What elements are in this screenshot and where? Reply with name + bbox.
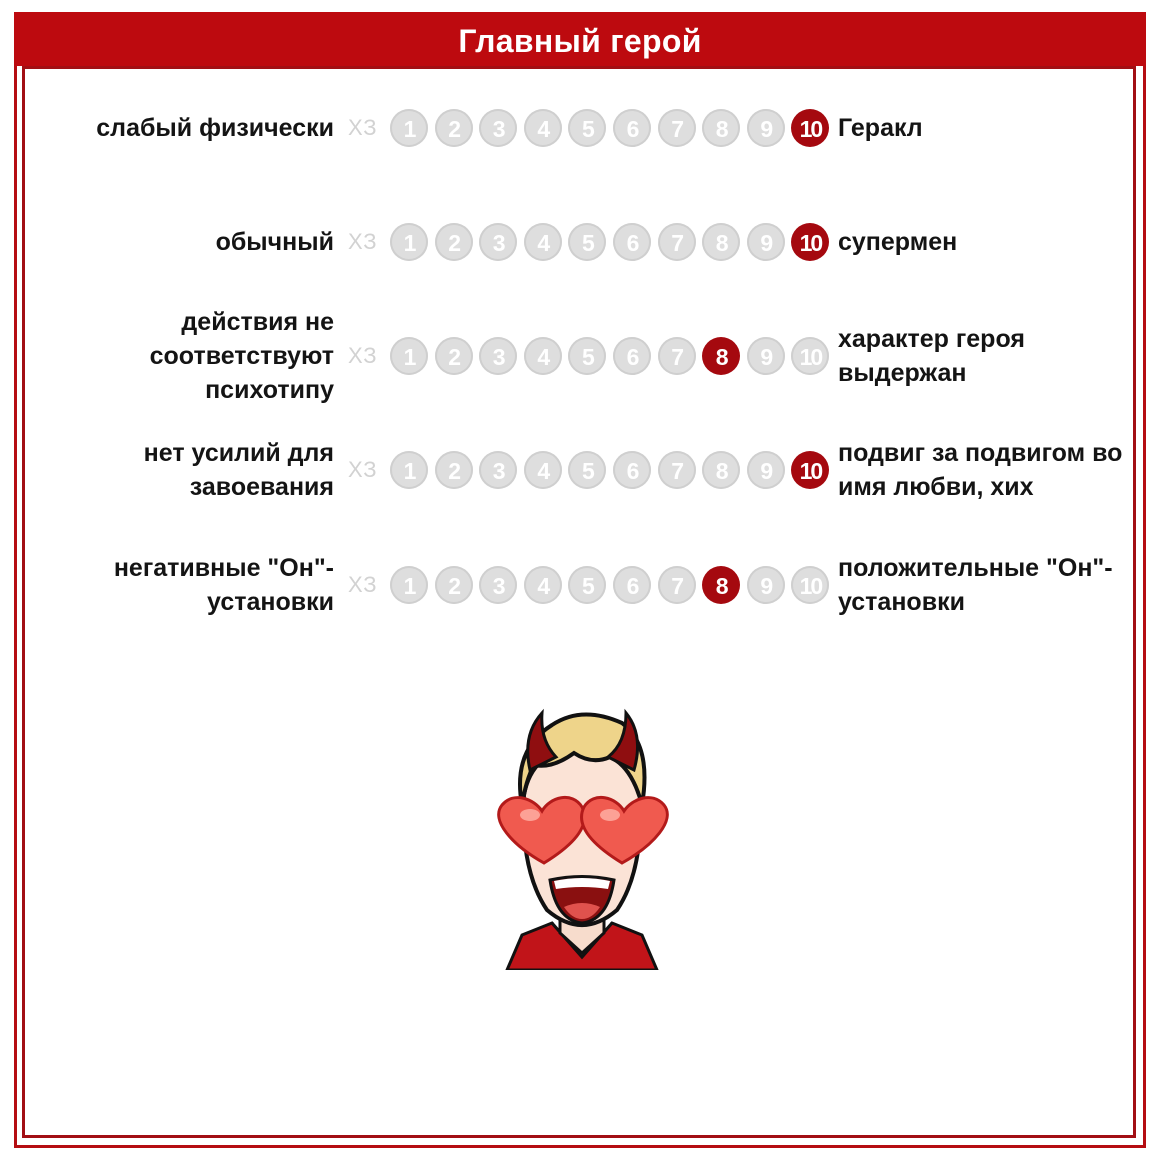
unknown-option[interactable]: ХЗ (348, 572, 378, 597)
left-label: негативные "Он"-установки (113, 554, 334, 616)
rating-option-3[interactable] (479, 451, 517, 489)
rating-option-label: 6 (626, 343, 638, 370)
rating-option-10[interactable] (791, 337, 829, 375)
rating-option-label: 3 (492, 572, 504, 599)
rating-option-label: 2 (448, 343, 459, 370)
rating-option-8[interactable] (702, 109, 740, 147)
rating-option-5[interactable] (568, 566, 606, 604)
rating-option-2[interactable] (435, 223, 473, 261)
rating-option-label: 4 (537, 457, 549, 484)
rating-option-label: 3 (492, 343, 504, 370)
rating-option-8[interactable] (702, 337, 740, 375)
right-label: подвиг за подвигом во имя любви, хих (838, 439, 1123, 501)
rating-option-6[interactable] (613, 337, 651, 375)
rating-option-4[interactable] (524, 566, 562, 604)
rating-option-label: 9 (760, 572, 772, 599)
rating-option-label: 5 (581, 343, 593, 370)
right-label: Геракл (838, 114, 923, 142)
rating-option-label: 1 (403, 457, 415, 484)
rating-option-label: 10 (799, 229, 822, 256)
rating-option-10[interactable] (791, 451, 829, 489)
rating-option-label: 7 (671, 572, 682, 599)
rating-option-label: 2 (448, 115, 459, 142)
rating-option-6[interactable] (613, 109, 651, 147)
rating-option-label: 5 (581, 115, 593, 142)
rating-option-label: 7 (671, 229, 682, 256)
rating-option-9[interactable] (747, 337, 785, 375)
rating-option-4[interactable] (524, 337, 562, 375)
rating-option-8[interactable] (702, 566, 740, 604)
rating-option-label: 6 (626, 457, 638, 484)
rating-option-label: 7 (671, 115, 682, 142)
rating-option-3[interactable] (479, 223, 517, 261)
rating-option-label: 7 (671, 457, 682, 484)
rating-option-1[interactable] (390, 109, 428, 147)
unknown-option[interactable]: ХЗ (348, 229, 378, 254)
rating-option-8[interactable] (702, 223, 740, 261)
rating-option-label: 1 (403, 229, 415, 256)
rating-option-2[interactable] (435, 109, 473, 147)
rating-option-label: 10 (799, 343, 822, 370)
rating-option-label: 8 (715, 229, 727, 256)
rating-option-9[interactable] (747, 223, 785, 261)
title-bar (14, 12, 1146, 66)
rating-option-label: 4 (537, 572, 549, 599)
left-label: действия не соответствуют психотипу (149, 308, 334, 404)
rating-option-6[interactable] (613, 223, 651, 261)
rating-option-label: 6 (626, 572, 638, 599)
rating-option-4[interactable] (524, 451, 562, 489)
rating-option-label: 1 (403, 572, 415, 599)
rating-option-5[interactable] (568, 223, 606, 261)
rating-option-7[interactable] (658, 451, 696, 489)
rating-option-10[interactable] (791, 566, 829, 604)
rating-option-9[interactable] (747, 451, 785, 489)
rating-option-1[interactable] (390, 337, 428, 375)
rating-option-label: 4 (537, 343, 549, 370)
rating-option-3[interactable] (479, 566, 517, 604)
rating-option-1[interactable] (390, 223, 428, 261)
rating-option-8[interactable] (702, 451, 740, 489)
right-label: характер героя выдержан (838, 325, 1025, 387)
rating-option-6[interactable] (613, 451, 651, 489)
unknown-option[interactable]: ХЗ (348, 115, 378, 140)
rating-option-6[interactable] (613, 566, 651, 604)
rating-option-10[interactable] (791, 109, 829, 147)
page-title: Главный герой (458, 22, 702, 59)
rating-option-label: 2 (448, 572, 459, 599)
right-label: супермен (838, 228, 958, 256)
rating-option-label: 10 (799, 572, 822, 599)
rating-option-label: 8 (715, 115, 727, 142)
rating-option-7[interactable] (658, 223, 696, 261)
rating-option-7[interactable] (658, 109, 696, 147)
rating-option-label: 5 (581, 572, 593, 599)
rating-option-label: 3 (492, 457, 504, 484)
rating-option-2[interactable] (435, 337, 473, 375)
rating-option-label: 5 (581, 457, 593, 484)
rating-option-5[interactable] (568, 337, 606, 375)
rating-option-label: 3 (492, 229, 504, 256)
rating-option-label: 2 (448, 457, 459, 484)
left-label: нет усилий для завоевания (143, 439, 334, 501)
rating-option-3[interactable] (479, 337, 517, 375)
rating-option-7[interactable] (658, 337, 696, 375)
rating-option-label: 6 (626, 115, 638, 142)
rating-option-label: 5 (581, 229, 593, 256)
rating-option-5[interactable] (568, 451, 606, 489)
devil-emoji-avatar-icon (482, 695, 682, 970)
rating-option-label: 4 (537, 115, 549, 142)
rating-option-1[interactable] (390, 566, 428, 604)
rating-option-label: 9 (760, 343, 772, 370)
rating-option-2[interactable] (435, 566, 473, 604)
rating-option-1[interactable] (390, 451, 428, 489)
rating-option-label: 8 (715, 457, 727, 484)
unknown-option[interactable]: ХЗ (348, 343, 378, 368)
rating-option-9[interactable] (747, 566, 785, 604)
rating-option-label: 9 (760, 229, 772, 256)
rating-option-5[interactable] (568, 109, 606, 147)
rating-option-label: 9 (760, 457, 772, 484)
rating-option-label: 4 (537, 229, 549, 256)
rating-option-10[interactable] (791, 223, 829, 261)
rating-option-label: 7 (671, 343, 682, 370)
rating-option-2[interactable] (435, 451, 473, 489)
left-label: слабый физически (96, 114, 334, 142)
rating-option-label: 3 (492, 115, 504, 142)
rating-option-label: 2 (448, 229, 459, 256)
rating-option-label: 8 (715, 343, 727, 370)
rating-option-label: 10 (799, 457, 822, 484)
rating-option-label: 10 (799, 115, 822, 142)
right-label: положительные "Он"-установки (838, 554, 1113, 616)
rating-option-3[interactable] (479, 109, 517, 147)
rating-option-label: 6 (626, 229, 638, 256)
rating-option-label: 8 (715, 572, 727, 599)
rating-option-9[interactable] (747, 109, 785, 147)
unknown-option[interactable]: ХЗ (348, 457, 378, 482)
left-label: обычный (215, 228, 334, 256)
rating-option-7[interactable] (658, 566, 696, 604)
rating-option-4[interactable] (524, 223, 562, 261)
rating-option-label: 9 (760, 115, 772, 142)
rating-option-label: 1 (403, 343, 415, 370)
rating-option-4[interactable] (524, 109, 562, 147)
rating-option-label: 1 (403, 115, 415, 142)
